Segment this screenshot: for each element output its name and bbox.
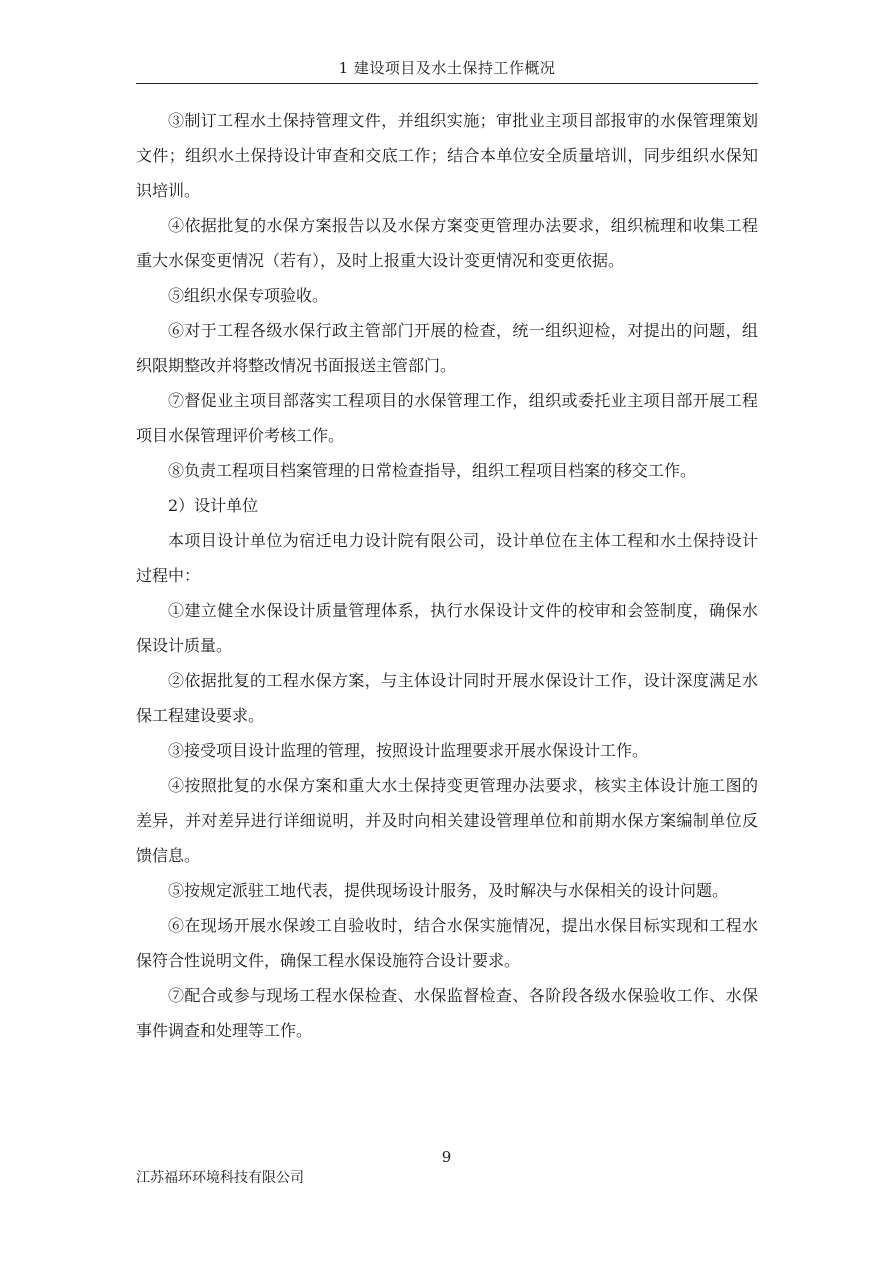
paragraph: ④依据批复的水保方案报告以及水保方案变更管理办法要求，组织梳理和收集工程重大水保变更情况（若有），及时上报重大设计变更情况和变更依据。 bbox=[136, 216, 758, 270]
paragraph: ⑤按规定派驻工地代表，提供现场设计服务，及时解决与水保相关的设计问题。 bbox=[168, 881, 729, 900]
footer-company: 江苏福环环境科技有限公司 bbox=[136, 1170, 304, 1186]
paragraph: ⑧负责工程项目档案管理的日常检查指导，组织工程项目档案的移交工作。 bbox=[168, 461, 697, 480]
document-body bbox=[136, 103, 758, 1048]
header-divider bbox=[136, 83, 758, 84]
paragraph: ⑦督促业主项目部落实工程项目的水保管理工作，组织或委托业主项目部开展工程项目水保管理评价考核工作。 bbox=[136, 391, 758, 445]
paragraph: ⑤组织水保专项验收。 bbox=[168, 286, 329, 305]
paragraph: 本项目设计单位为宿迁电力设计院有限公司，设计单位在主体工程和水土保持设计过程中： bbox=[136, 531, 758, 585]
paragraph: ②依据批复的工程水保方案，与主体设计同时开展水保设计工作，设计深度满足水保工程建设要求。 bbox=[136, 671, 758, 725]
paragraph: ③制订工程水土保持管理文件，并组织实施；审批业主项目部报审的水保管理策划文件；组织水土保持设计审查和交底工作；结合本单位安全质量培训，同步组织水保知识培训。 bbox=[136, 111, 758, 200]
paragraph: ③接受项目设计监理的管理，按照设计监理要求开展水保设计工作。 bbox=[168, 741, 649, 760]
paragraph: ⑥对于工程各级水保行政主管部门开展的检查，统一组织迎检，对提出的问题，组织限期整改并将整改情况书面报送主管部门。 bbox=[136, 321, 758, 375]
page-header-title: 1 建设项目及水土保持工作概况 bbox=[338, 59, 556, 77]
paragraph: ⑦配合或参与现场工程水保检查、水保监督检查、各阶段各级水保验收工作、水保事件调查和处理等工作。 bbox=[136, 986, 758, 1040]
paragraph: ⑥在现场开展水保竣工自验收时，结合水保实施情况，提出水保目标实现和工程水保符合性说明文件，确保工程水保设施符合设计要求。 bbox=[136, 916, 758, 970]
paragraph: ④按照批复的水保方案和重大水土保持变更管理办法要求，核实主体设计施工图的差异，并对差异进行详细说明，并及时向相关建设管理单位和前期水保方案编制单位反馈信息。 bbox=[136, 776, 758, 865]
section-heading: 2）设计单位 bbox=[168, 496, 259, 515]
paragraph: ①建立健全水保设计质量管理体系，执行水保设计文件的校审和会签制度，确保水保设计质量。 bbox=[136, 601, 758, 655]
page-number: 9 bbox=[441, 1148, 452, 1166]
